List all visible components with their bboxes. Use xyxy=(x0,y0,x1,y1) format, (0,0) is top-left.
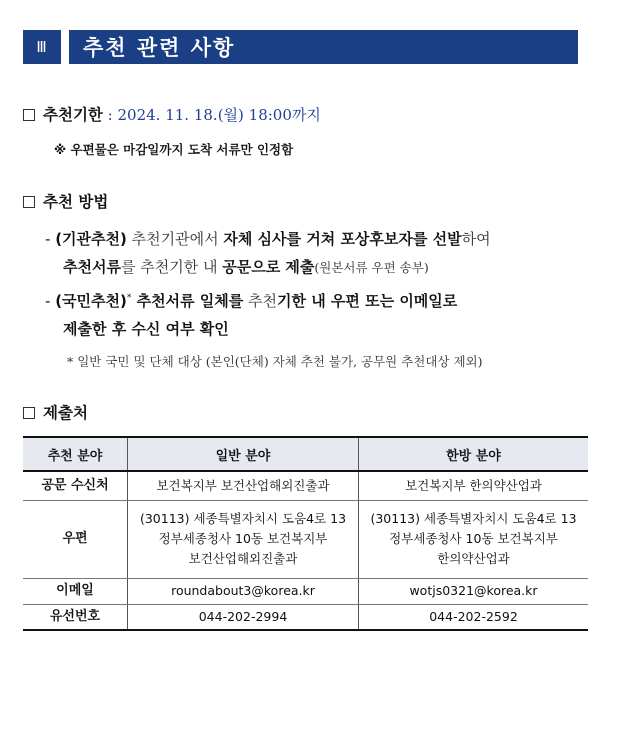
address-line: 보건산업해외진출과 xyxy=(188,551,298,566)
text-bold: 추천서류 일체를 xyxy=(131,292,244,310)
cell-oriental: 보건복지부 한의약산업과 xyxy=(359,471,589,500)
address-line: (30113) 세종특별자치시 도움4로 13 xyxy=(139,511,347,526)
deadline-label: 추천기한 xyxy=(43,106,103,124)
method-item-1-line-2 xyxy=(63,256,429,277)
method-footnote: * 일반 국민 및 단체 대상 (본인(단체) 자체 추천 불가, 공무원 추천대상 제외) xyxy=(67,354,483,369)
deadline-colon: : xyxy=(102,106,118,124)
checkbox-square-icon xyxy=(23,196,35,208)
text-bold: 자체 심사를 거쳐 포상후보자를 선발 xyxy=(223,230,462,248)
text: 를 추천기한 내 xyxy=(120,258,223,276)
header-field: 추천 분야 xyxy=(23,437,128,471)
table-row xyxy=(23,471,588,500)
public-recommendation-label: (국민추천) xyxy=(55,292,127,310)
text-small: (원본서류 우편 송부) xyxy=(314,260,429,275)
section-header xyxy=(23,30,578,64)
dash: - xyxy=(45,292,56,310)
address-line: (30113) 세종특별자치시 도움4로 13 xyxy=(370,511,577,526)
cell-oriental xyxy=(359,500,589,578)
table-row xyxy=(23,578,588,604)
row-label: 우편 xyxy=(23,500,128,578)
table-header-row xyxy=(23,437,588,471)
address-line: 한의약산업과 xyxy=(437,551,510,566)
address-line: 정부세종청사 10동 보건복지부 xyxy=(389,531,558,546)
method-heading: 추천 방법 xyxy=(43,193,109,211)
cell-oriental-email: wotjs0321@korea.kr xyxy=(359,578,589,604)
row-label: 유선번호 xyxy=(23,604,128,630)
cell-general-phone: 044-202-2994 xyxy=(128,604,359,630)
cell-general-email: roundabout3@korea.kr xyxy=(128,578,359,604)
table-row xyxy=(23,604,588,630)
footnote-marker: * xyxy=(126,293,132,303)
text: 추천기관에서 xyxy=(126,230,224,248)
text: 하여 xyxy=(461,230,491,248)
text: 추천 xyxy=(243,292,277,310)
checkbox-square-icon xyxy=(23,407,35,419)
address-line: 정부세종청사 10동 보건복지부 xyxy=(158,531,328,546)
section-title: 추천 관련 사항 xyxy=(69,30,578,64)
cell-general xyxy=(128,500,359,578)
submission-table xyxy=(23,436,588,631)
deadline-line xyxy=(23,103,321,125)
method-heading-line xyxy=(23,190,108,212)
table-row xyxy=(23,500,588,578)
text-bold: 기한 내 우편 또는 이메일로 xyxy=(277,292,458,310)
destination-heading: 제출처 xyxy=(43,404,88,422)
destination-heading-line xyxy=(23,401,88,423)
text-bold: 공문으로 제출 xyxy=(222,258,315,276)
method-item-2-line-2 xyxy=(63,318,229,339)
cell-oriental-phone: 044-202-2592 xyxy=(359,604,589,630)
checkbox-square-icon xyxy=(23,109,35,121)
text-bold: 추천서류 xyxy=(63,258,121,276)
row-label: 이메일 xyxy=(23,578,128,604)
deadline-note: ※ 우편물은 마감일까지 도착 서류만 인정함 xyxy=(54,142,294,157)
dash: - xyxy=(45,230,56,248)
method-item-2-line-1 xyxy=(45,290,457,311)
section-number: Ⅲ xyxy=(23,30,61,64)
deadline-value: 2024. 11. 18.(월) 18:00까지 xyxy=(117,106,321,124)
cell-general: 보건복지부 보건산업해외진출과 xyxy=(128,471,359,500)
institution-recommendation-label: (기관추천) xyxy=(55,230,127,248)
header-general: 일반 분야 xyxy=(128,437,359,471)
row-label: 공문 수신처 xyxy=(23,471,128,500)
method-item-1-line-1 xyxy=(45,228,491,249)
text-bold: 제출한 후 수신 여부 확인 xyxy=(63,320,229,338)
header-oriental: 한방 분야 xyxy=(359,437,589,471)
